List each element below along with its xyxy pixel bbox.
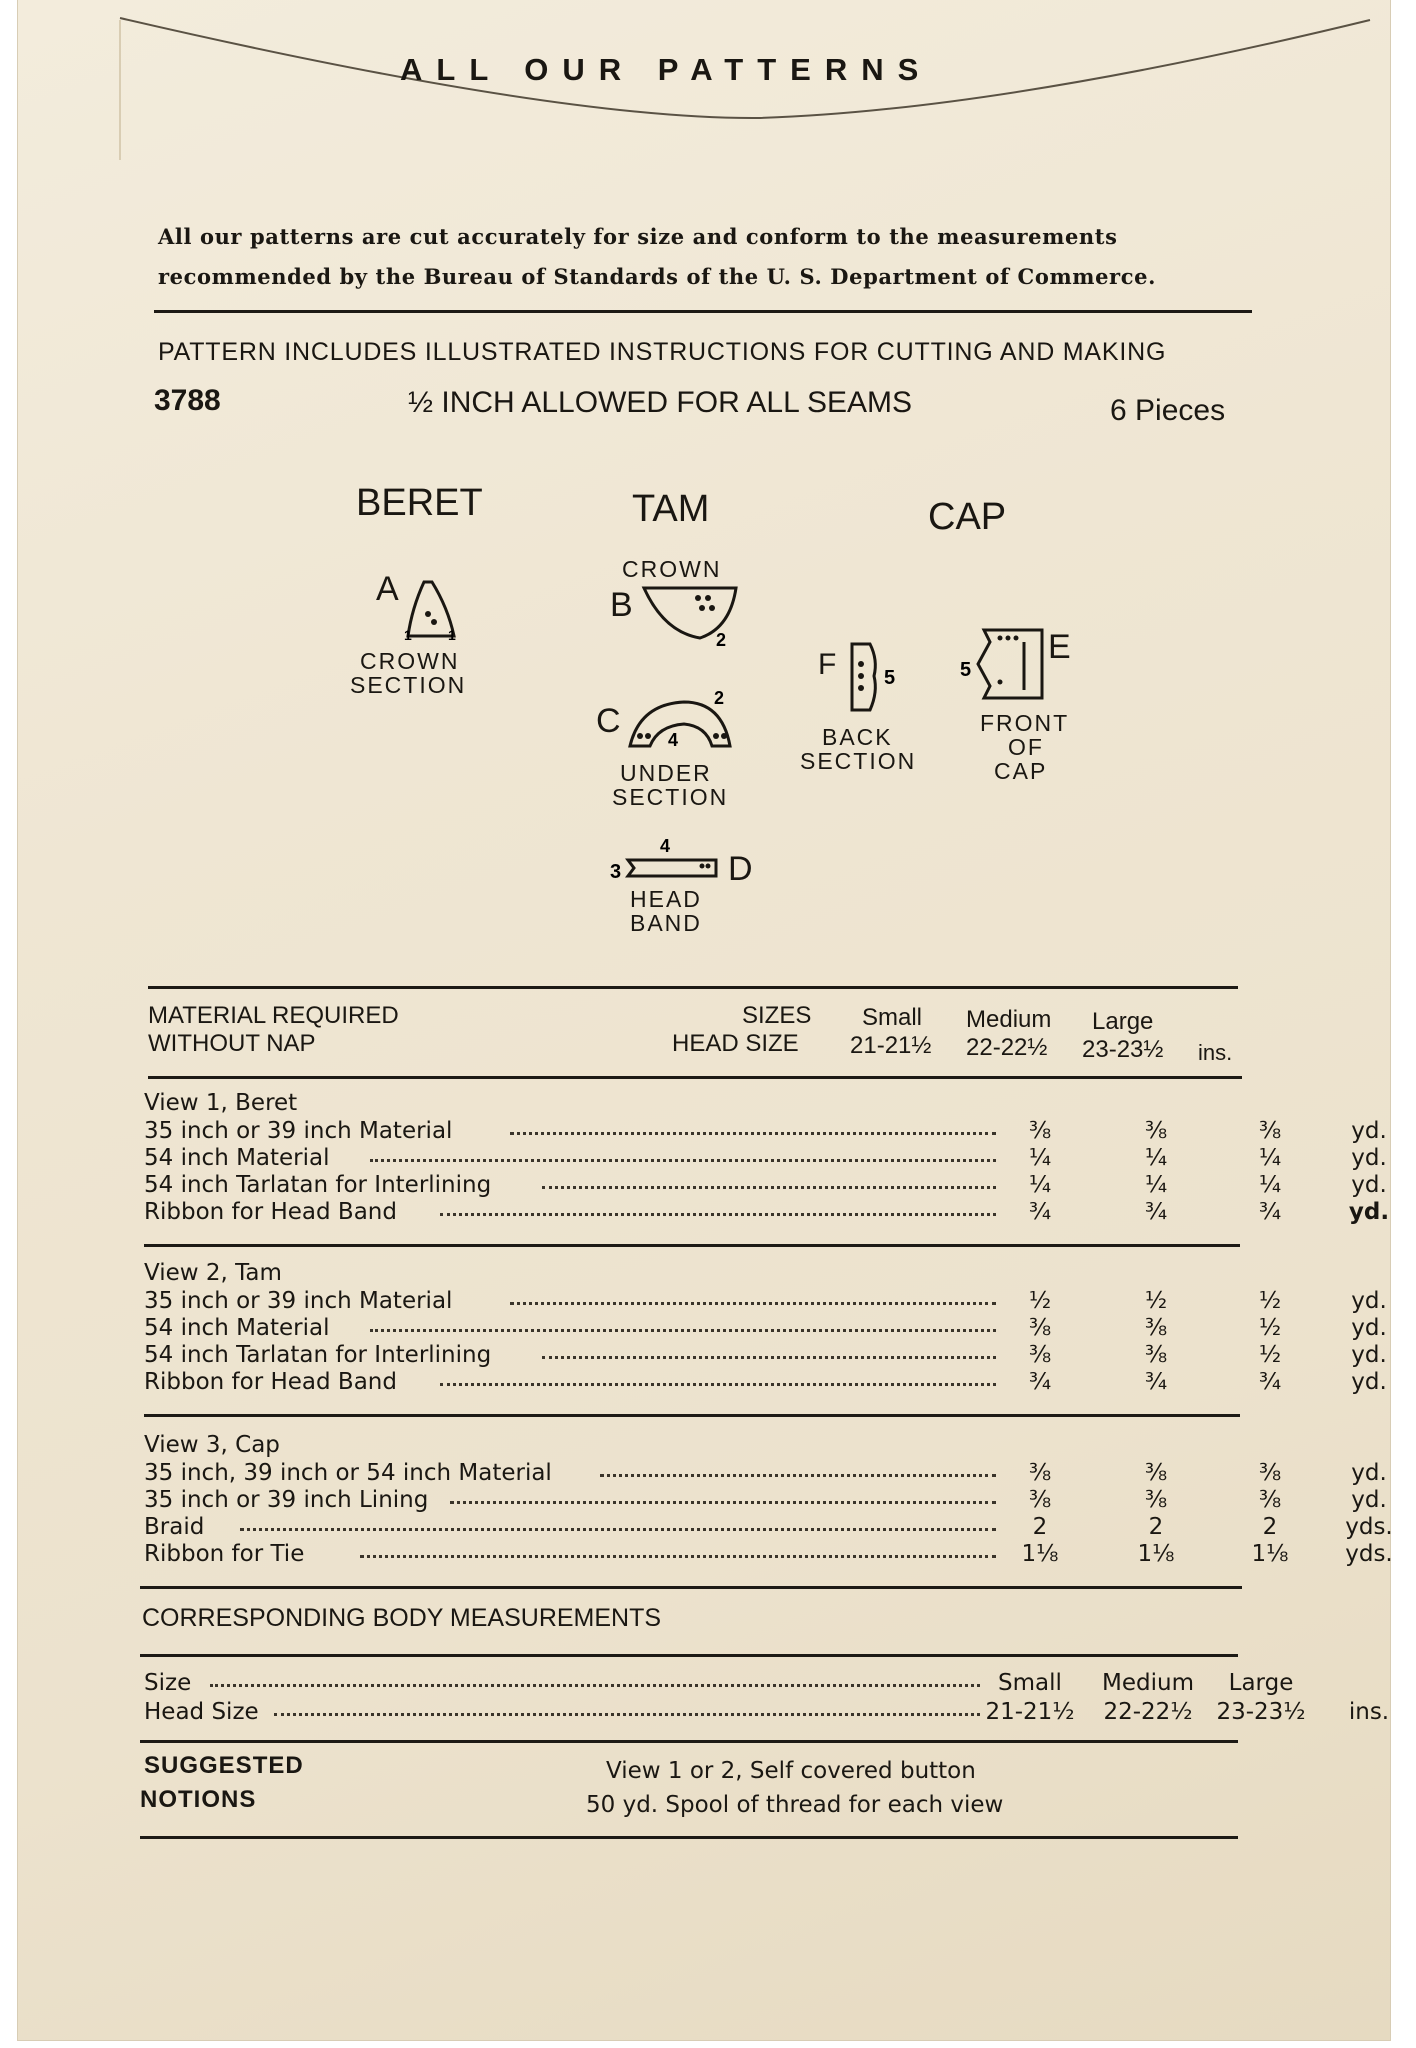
table-row (144, 1460, 1387, 1487)
row-label: Head Size (144, 1699, 259, 1725)
value-small: Small (998, 1670, 1062, 1696)
piece-d-label-2: BAND (630, 910, 702, 936)
piece-c-under-section-shape (626, 690, 736, 750)
value-small: 2 (1032, 1514, 1048, 1540)
table-row (144, 1699, 1390, 1726)
table-row (144, 1369, 1387, 1396)
sizes-label: SIZES (742, 1002, 812, 1029)
table-row (144, 1172, 1387, 1199)
material-heading-2: WITHOUT NAP (148, 1030, 316, 1057)
body-measurements-title: CORRESPONDING BODY MEASUREMENTS (142, 1604, 662, 1632)
piece-c-letter: C (596, 702, 621, 740)
svg-text:5: 5 (960, 659, 972, 681)
value-unit: yds. (1345, 1541, 1393, 1567)
svg-text:2: 2 (716, 630, 727, 648)
value-medium: Medium (1102, 1670, 1194, 1696)
value-medium: 1⅛ (1137, 1541, 1175, 1567)
value-unit: yd. (1351, 1288, 1387, 1314)
table-row (144, 1541, 1393, 1568)
piece-e-label-2: OF (1008, 734, 1044, 760)
value-unit: yd. (1351, 1460, 1387, 1486)
divider (144, 1244, 1240, 1247)
row-label: 54 inch Material (144, 1315, 330, 1341)
notions-title-1: SUGGESTED (144, 1752, 304, 1779)
column-large-name: Large (1092, 1008, 1154, 1035)
svg-text:4: 4 (660, 836, 671, 856)
row-label: Ribbon for Head Band (144, 1199, 397, 1225)
svg-text:1: 1 (448, 627, 456, 642)
value-large: ⅜ (1258, 1460, 1282, 1486)
piece-d-letter: D (728, 850, 753, 888)
value-large: ½ (1258, 1342, 1282, 1368)
divider (140, 1740, 1238, 1743)
beret-title: BERET (356, 482, 483, 524)
value-medium: ¾ (1144, 1369, 1168, 1395)
column-large-head: 23-23½ (1082, 1036, 1164, 1063)
dot-leader (240, 1528, 996, 1531)
value-medium: ¼ (1144, 1145, 1168, 1171)
table-row (144, 1514, 1393, 1541)
row-label: Size (144, 1670, 192, 1696)
value-small: ¾ (1028, 1369, 1052, 1395)
divider (154, 310, 1252, 313)
table-row (144, 1342, 1387, 1369)
value-small: ½ (1028, 1288, 1052, 1314)
svg-text:5: 5 (884, 667, 896, 689)
value-small: ¼ (1028, 1145, 1052, 1171)
svg-text:1: 1 (404, 627, 412, 642)
value-unit: yd. (1351, 1315, 1387, 1341)
dot-leader (542, 1186, 996, 1189)
value-large: Large (1228, 1670, 1294, 1696)
head-size-label: HEAD SIZE (672, 1030, 799, 1057)
column-medium-head: 22-22½ (966, 1034, 1048, 1061)
value-small: ⅜ (1028, 1460, 1052, 1486)
seam-allowance: ½ INCH ALLOWED FOR ALL SEAMS (408, 386, 913, 419)
value-unit: yd. (1351, 1172, 1387, 1198)
divider (140, 1586, 1242, 1589)
dot-leader (440, 1383, 996, 1386)
value-medium: 22-22½ (1103, 1699, 1193, 1725)
divider (140, 1654, 1238, 1657)
table-row (144, 1670, 1294, 1697)
notions-title-2: NOTIONS (140, 1786, 257, 1813)
value-small: ¼ (1028, 1172, 1052, 1198)
piece-e-letter: E (1048, 628, 1071, 666)
notions-line-1: View 1 or 2, Self covered button (606, 1758, 976, 1784)
value-large: 2 (1262, 1514, 1278, 1540)
dot-leader (510, 1132, 996, 1135)
column-medium-name: Medium (966, 1006, 1052, 1033)
table-row (144, 1288, 1387, 1315)
piece-b-letter: B (610, 586, 633, 624)
value-unit: yds. (1345, 1514, 1393, 1540)
piece-b-crown-shape (640, 584, 740, 648)
value-large: ¼ (1258, 1145, 1282, 1171)
value-unit: ins. (1348, 1699, 1390, 1725)
piece-f-label-1: BACK (822, 724, 893, 750)
table-row (144, 1199, 1390, 1226)
divider (148, 1076, 1242, 1079)
value-large: ½ (1258, 1288, 1282, 1314)
dot-leader (360, 1555, 996, 1558)
material-heading-1: MATERIAL REQUIRED (148, 1002, 399, 1029)
value-unit: yd. (1351, 1118, 1387, 1144)
value-unit: yd. (1351, 1487, 1387, 1513)
row-label: Ribbon for Head Band (144, 1369, 397, 1395)
row-label: 54 inch Tarlatan for Interlining (144, 1342, 492, 1368)
value-medium: ⅜ (1144, 1487, 1168, 1513)
table-row (144, 1315, 1387, 1342)
dot-leader (210, 1684, 980, 1687)
row-label: 35 inch or 39 inch Material (144, 1288, 453, 1314)
value-medium: ⅜ (1144, 1315, 1168, 1341)
dot-leader (370, 1329, 996, 1332)
value-unit: yd. (1351, 1342, 1387, 1368)
intro-line-2: recommended by the Bureau of Standards of the U. S. Department of Commerce. (158, 264, 1156, 289)
piece-d-head-band-shape (610, 836, 726, 884)
value-small: ⅜ (1028, 1487, 1052, 1513)
value-large: ¾ (1258, 1199, 1282, 1225)
value-medium: 2 (1148, 1514, 1164, 1540)
piece-e-label-3: CAP (994, 758, 1048, 784)
piece-c-label-1: UNDER (620, 760, 712, 786)
table-row (144, 1487, 1387, 1514)
value-unit: yd. (1348, 1199, 1390, 1225)
row-label: 35 inch or 39 inch Lining (144, 1487, 429, 1513)
piece-a-crown-section-shape (404, 578, 460, 642)
row-label: 54 inch Tarlatan for Interlining (144, 1172, 492, 1198)
value-unit: yd. (1351, 1369, 1387, 1395)
piece-c-label-2: SECTION (612, 784, 729, 810)
value-large: ½ (1258, 1315, 1282, 1341)
value-medium: ½ (1144, 1288, 1168, 1314)
tam-title: TAM (632, 488, 710, 530)
value-small: ⅜ (1028, 1342, 1052, 1368)
pattern-includes: PATTERN INCLUDES ILLUSTRATED INSTRUCTIONS FOR CUTTING AND MAKING (158, 338, 1167, 366)
table-row (144, 1145, 1387, 1172)
dot-leader (370, 1159, 996, 1162)
piece-a-letter: A (376, 570, 399, 608)
row-label: 35 inch or 39 inch Material (144, 1118, 453, 1144)
group-title-cap: View 3, Cap (144, 1432, 280, 1458)
header-title: ALL OUR PATTERNS (400, 52, 933, 87)
dot-leader (600, 1474, 996, 1477)
piece-count: 6 Pieces (1110, 394, 1226, 427)
pattern-number: 3788 (154, 384, 221, 417)
value-large: 23-23½ (1216, 1699, 1306, 1725)
divider (148, 986, 1238, 989)
dot-leader (450, 1501, 996, 1504)
svg-text:4: 4 (668, 730, 679, 750)
table-row (144, 1118, 1387, 1145)
piece-a-label-2: SECTION (350, 672, 467, 698)
row-label: Ribbon for Tie (144, 1541, 305, 1567)
piece-a-label-1: CROWN (360, 648, 460, 674)
piece-f-letter: F (818, 648, 837, 681)
piece-b-label: CROWN (622, 556, 722, 582)
row-label: 35 inch, 39 inch or 54 inch Material (144, 1460, 552, 1486)
dot-leader (510, 1302, 996, 1305)
svg-text:2: 2 (714, 690, 725, 708)
value-small: ⅜ (1028, 1315, 1052, 1341)
row-label: Braid (144, 1514, 205, 1540)
divider (144, 1414, 1240, 1417)
value-large: ⅜ (1258, 1118, 1282, 1144)
value-unit: yd. (1351, 1145, 1387, 1171)
piece-f-label-2: SECTION (800, 748, 917, 774)
column-small-name: Small (862, 1004, 923, 1031)
piece-e-front-of-cap-shape (960, 624, 1048, 704)
group-title-beret: View 1, Beret (144, 1090, 298, 1116)
value-small: ¾ (1028, 1199, 1052, 1225)
value-small: ⅜ (1028, 1118, 1052, 1144)
piece-f-back-section-shape (848, 640, 904, 714)
dot-leader (274, 1713, 980, 1716)
value-medium: ⅜ (1144, 1460, 1168, 1486)
unit-label: ins. (1198, 1040, 1233, 1065)
cap-title: CAP (928, 496, 1007, 538)
divider (140, 1836, 1238, 1839)
value-medium: ¾ (1144, 1199, 1168, 1225)
value-large: ¾ (1258, 1369, 1282, 1395)
dot-leader (542, 1356, 996, 1359)
value-medium: ⅜ (1144, 1342, 1168, 1368)
row-label: 54 inch Material (144, 1145, 330, 1171)
column-small-head: 21-21½ (850, 1032, 932, 1059)
value-large: ⅜ (1258, 1487, 1282, 1513)
value-medium: ⅜ (1144, 1118, 1168, 1144)
piece-d-label-1: HEAD (630, 886, 702, 912)
value-large: 1⅛ (1251, 1541, 1289, 1567)
intro-line-1: All our patterns are cut accurately for size and conform to the measurements (158, 224, 1118, 249)
value-large: ¼ (1258, 1172, 1282, 1198)
value-small: 21-21½ (985, 1699, 1075, 1725)
value-medium: ¼ (1144, 1172, 1168, 1198)
piece-e-label-1: FRONT (980, 710, 1070, 736)
dot-leader (440, 1213, 996, 1216)
svg-text:3: 3 (610, 861, 622, 883)
value-small: 1⅛ (1021, 1541, 1059, 1567)
group-title-tam: View 2, Tam (144, 1260, 282, 1286)
notions-line-2: 50 yd. Spool of thread for each view (586, 1792, 1004, 1818)
